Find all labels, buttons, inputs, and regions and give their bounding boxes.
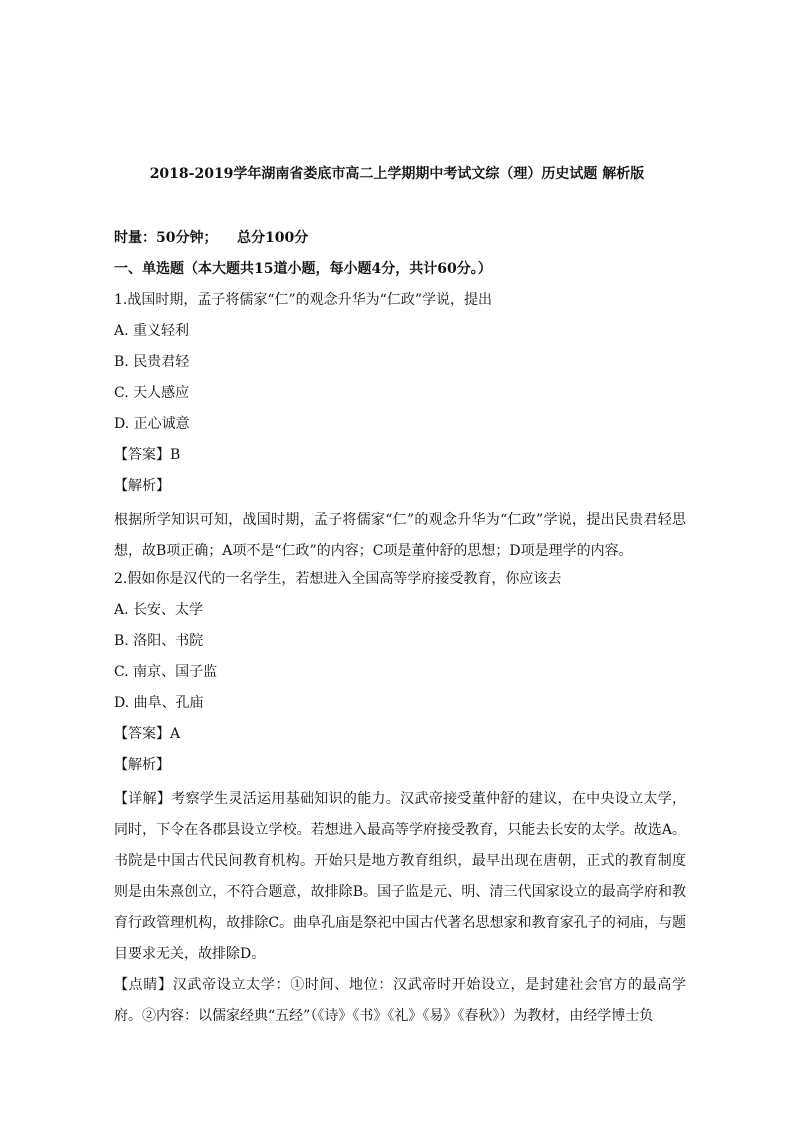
detail-text: 【详解】考察学生灵活运用基础知识的能力。汉武帝接受董仲舒的建议，在中央设立太学，同时，下令在各郡县设立学校。若想进入最高等学府接受教育，只能去长安的太学。故选A。书院是中国古代民间教育机构。开始只是地方教育组织，最早出现在唐朝，正式的教育制度则是由朱熹创立，不符合题意，故排除B。国子监是元、明、清三代国家设立的最高学府和教育行政管理机构，故排除C。曲阜孔庙是祭祀中国古代著名思想家和教育家孔子的祠庙，与题目要求无关，故排除D。 — [114, 791, 686, 962]
document-body — [114, 226, 686, 1032]
exam-meta: 时量：50分钟； 总分100分 — [114, 230, 309, 246]
option-d: D. 曲阜、孔庙 — [114, 695, 204, 711]
tip-text: 【点睛】汉武帝设立太学：①时间、地位：汉武帝时开始设立，是封建社会官方的最高学府。②内容：以儒家经典“五经”（《诗》《书》《礼》《易》《春秋》）为教材，由经学博士负 — [114, 977, 686, 1024]
option-a: A. 重义轻利 — [114, 323, 190, 339]
analysis-label: 【解析】 — [114, 478, 170, 494]
option-b: B. 民贵君轻 — [114, 354, 190, 370]
option-a: A. 长安、太学 — [114, 602, 204, 618]
option-c: C. 天人感应 — [114, 385, 190, 401]
analysis-label: 【解析】 — [114, 757, 170, 773]
option-b: B. 洛阳、书院 — [114, 633, 204, 649]
option-c: C. 南京、国子监 — [114, 664, 218, 680]
section-heading: 一、单选题（本大题共15道小题，每小题4分，共计60分。） — [114, 261, 492, 277]
document-title: 2018-2019学年湖南省娄底市高二上学期期中考试文综（理）历史试题 解析版 — [149, 166, 645, 182]
question-stem: 1.战国时期，孟子将儒家“仁”的观念升华为“仁政”学说，提出 — [114, 292, 492, 308]
option-d: D. 正心诚意 — [114, 416, 190, 432]
question-stem: 2.假如你是汉代的一名学生，若想进入全国高等学府接受教育，你应该去 — [114, 571, 562, 587]
question-1 — [114, 288, 686, 567]
answer: 【答案】B — [114, 447, 181, 463]
question-2 — [114, 567, 686, 1032]
answer: 【答案】A — [114, 726, 181, 742]
analysis-text: 根据所学知识可知，战国时期，孟子将儒家“仁”的观念升华为“仁政”学说，提出民贵君轻思想，故B项正确；A项不是“仁政”的内容；C项是董仲舒的思想；D项是理学的内容。 — [114, 512, 686, 559]
